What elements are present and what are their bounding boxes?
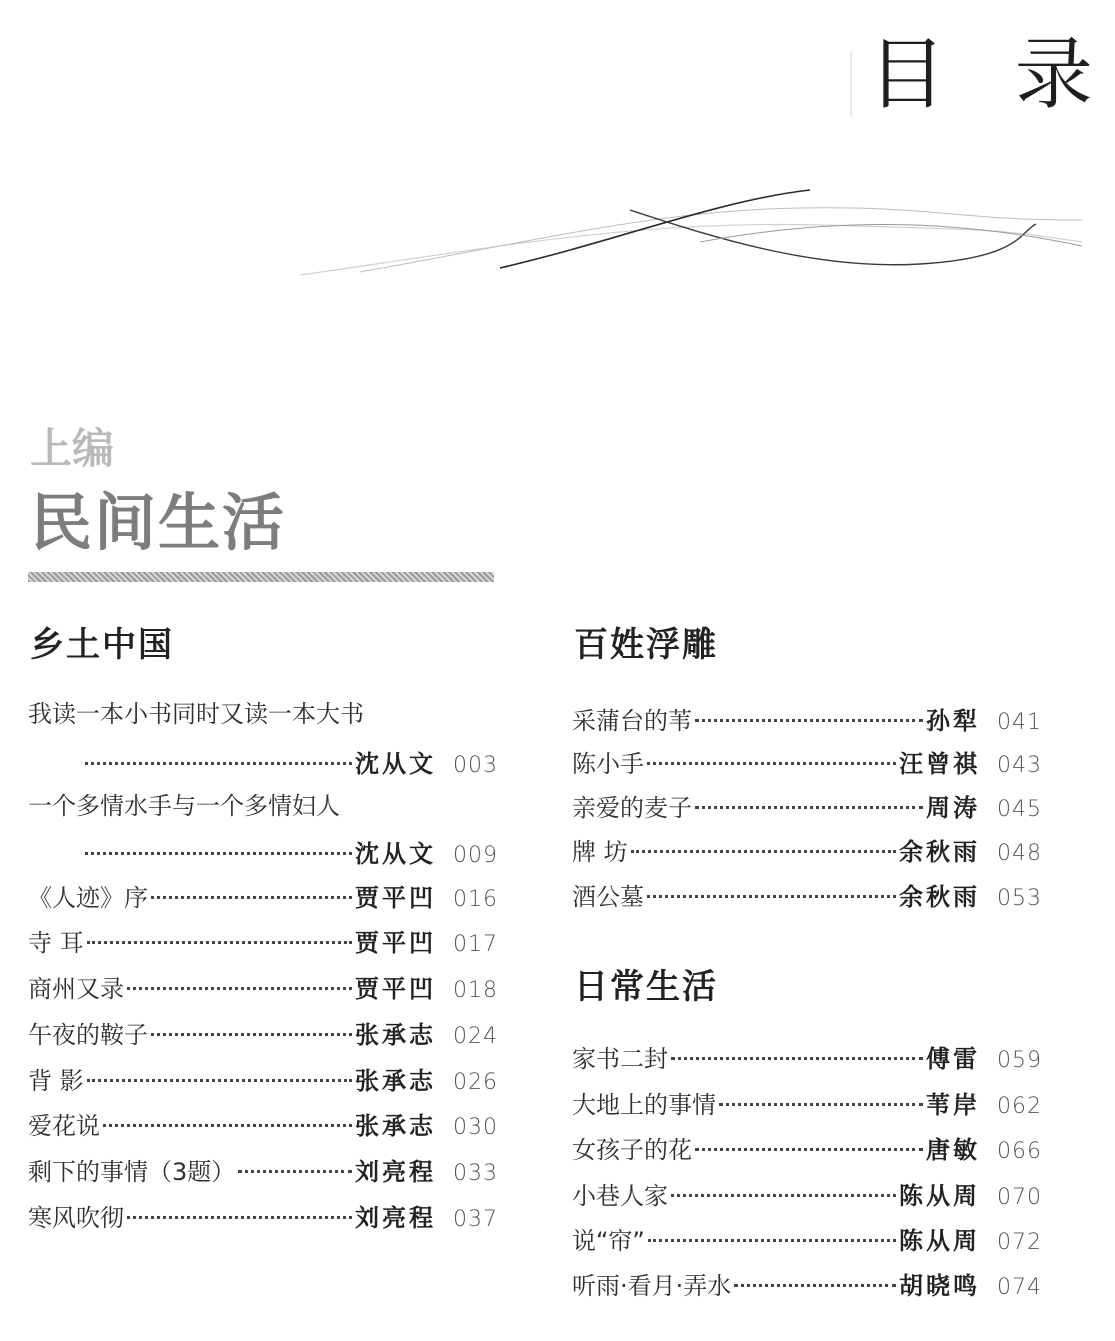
toc-entry[interactable] [572, 1130, 1042, 1162]
toc-entry[interactable] [572, 744, 1042, 776]
toc-entry-title: 牌 坊 [572, 838, 628, 866]
toc-entry[interactable] [28, 1106, 498, 1138]
toc-entry-title: 爱花说 [28, 1112, 100, 1140]
dot-leader [647, 762, 896, 765]
toc-entry-page: 074 [997, 1275, 1042, 1300]
part-label: 上编 [30, 424, 115, 473]
toc-entry-title: 寺 耳 [28, 929, 84, 957]
toc-entry-title: 酒公墓 [572, 883, 644, 911]
toc-entry[interactable] [28, 878, 498, 910]
toc-entry[interactable] [572, 877, 1042, 909]
toc-entry-page: 059 [997, 1048, 1042, 1073]
toc-entry-title: 亲爱的麦子 [572, 794, 692, 822]
toc-entry-page: 072 [997, 1230, 1042, 1255]
toc-entry-title: 陈小手 [572, 750, 644, 778]
dot-leader [238, 1170, 352, 1173]
toc-entry[interactable] [572, 701, 1042, 733]
section-title-xiangtu-zhongguo: 乡土中国 [30, 625, 174, 665]
toc-entry-author: 余秋雨 [899, 837, 980, 866]
toc-entry-author: 张承志 [355, 1020, 436, 1049]
toc-entry-page: 033 [453, 1161, 498, 1186]
toc-entry-page: 043 [997, 753, 1042, 778]
toc-entry[interactable] [28, 969, 498, 1001]
dot-leader [671, 1057, 923, 1060]
toc-entry-author: 贾平凹 [355, 974, 436, 1003]
toc-entry-page: 041 [997, 710, 1042, 735]
toc-entry-author: 周涛 [926, 793, 980, 822]
toc-entry-page: 070 [997, 1185, 1042, 1210]
toc-entry[interactable] [572, 788, 1042, 820]
dot-leader [127, 987, 352, 990]
toc-entry-page: 045 [997, 797, 1042, 822]
dot-leader [648, 1239, 896, 1242]
dot-leader [85, 762, 352, 765]
toc-entry[interactable] [28, 1198, 498, 1230]
toc-entry-title: 家书二封 [572, 1045, 668, 1073]
dot-leader [87, 941, 352, 944]
section-title-baixing-fudiao: 百姓浮雕 [574, 625, 718, 665]
toc-entry-title: 背 影 [28, 1067, 84, 1095]
dot-leader [85, 852, 352, 855]
dot-leader [695, 719, 923, 722]
toc-entry-author: 刘亮程 [355, 1157, 436, 1186]
toc-entry-author: 苇岸 [926, 1090, 980, 1119]
toc-entry-page: 026 [453, 1070, 498, 1095]
toc-entry[interactable] [28, 923, 498, 955]
toc-entry-author: 刘亮程 [355, 1203, 436, 1232]
dot-leader [695, 1148, 923, 1151]
title-divider [850, 52, 852, 116]
dot-leader [151, 1033, 352, 1036]
toc-entry-author: 唐敏 [926, 1135, 980, 1164]
toc-entry-page: 037 [453, 1207, 498, 1232]
toc-entry-page: 003 [453, 753, 498, 778]
toc-entry-author: 陈从周 [899, 1226, 980, 1255]
dot-leader [151, 896, 352, 899]
toc-entry-leader-line[interactable] [82, 834, 498, 866]
toc-entry-page: 016 [453, 887, 498, 912]
toc-entry-page: 024 [453, 1024, 498, 1049]
dot-leader [103, 1124, 352, 1127]
toc-entry-author: 傅雷 [926, 1044, 980, 1073]
toc-entry-title: 采蒲台的苇 [572, 707, 692, 735]
page-title: 目 录 [868, 30, 1115, 120]
part-title: 民间生活 [30, 486, 287, 559]
toc-entry-title: 一个多情水手与一个多情妇人 [28, 792, 340, 820]
toc-entry-title: 商州又录 [28, 975, 124, 1003]
toc-entry-author: 沈从文 [355, 839, 436, 868]
toc-entry-author: 张承志 [355, 1066, 436, 1095]
toc-entry-title: 剩下的事情（3题） [28, 1158, 236, 1186]
toc-entry[interactable] [28, 694, 498, 726]
dot-leader [647, 895, 896, 898]
toc-entry-author: 汪曾祺 [899, 749, 980, 778]
toc-entry[interactable] [572, 1266, 1042, 1298]
toc-entry-page: 030 [453, 1115, 498, 1140]
toc-entry-author: 贾平凹 [355, 883, 436, 912]
decorative-wave-lines [300, 180, 1082, 280]
toc-entry-title: 寒风吹彻 [28, 1204, 124, 1232]
dot-leader [671, 1194, 896, 1197]
toc-entry-title: 我读一本小书同时又读一本大书 [28, 700, 364, 728]
toc-entry-page: 066 [997, 1139, 1042, 1164]
toc-entry-page: 062 [997, 1094, 1042, 1119]
toc-entry[interactable] [572, 1176, 1042, 1208]
toc-entry-author: 余秋雨 [899, 882, 980, 911]
dot-leader [695, 806, 923, 809]
toc-entry-page: 017 [453, 932, 498, 957]
part-underline-bar [28, 572, 494, 582]
toc-entry-title: 午夜的鞍子 [28, 1021, 148, 1049]
toc-entry[interactable] [572, 1221, 1042, 1253]
toc-entry[interactable] [28, 1061, 498, 1093]
toc-entry-author: 胡晓鸣 [899, 1271, 980, 1300]
toc-entry-title: 大地上的事情 [572, 1091, 716, 1119]
toc-entry-page: 048 [997, 841, 1042, 866]
toc-entry-page: 053 [997, 886, 1042, 911]
toc-entry-author: 张承志 [355, 1111, 436, 1140]
toc-entry-leader-line[interactable] [82, 744, 498, 776]
toc-entry[interactable] [572, 1039, 1042, 1071]
section-title-richang-shenghuo: 日常生活 [574, 967, 718, 1007]
toc-entry[interactable] [28, 1015, 498, 1047]
dot-leader [127, 1216, 352, 1219]
dot-leader [734, 1284, 896, 1287]
dot-leader [719, 1103, 923, 1106]
toc-entry-author: 沈从文 [355, 749, 436, 778]
toc-entry-title: 女孩子的花 [572, 1136, 692, 1164]
toc-entry-author: 陈从周 [899, 1181, 980, 1210]
toc-entry[interactable] [28, 1152, 498, 1184]
toc-entry-page: 018 [453, 978, 498, 1003]
toc-entry-author: 孙犁 [926, 706, 980, 735]
toc-entry[interactable] [28, 786, 498, 818]
toc-entry-page: 009 [453, 843, 498, 868]
dot-leader [631, 850, 896, 853]
toc-entry[interactable] [572, 1085, 1042, 1117]
dot-leader [87, 1079, 352, 1082]
toc-entry-title: 说“帘” [572, 1227, 645, 1255]
toc-entry-title: 小巷人家 [572, 1182, 668, 1210]
toc-entry[interactable] [572, 832, 1042, 864]
toc-entry-title: 《人迹》序 [28, 884, 148, 912]
toc-entry-title: 听雨·看月·弄水 [572, 1272, 732, 1300]
toc-entry-author: 贾平凹 [355, 928, 436, 957]
